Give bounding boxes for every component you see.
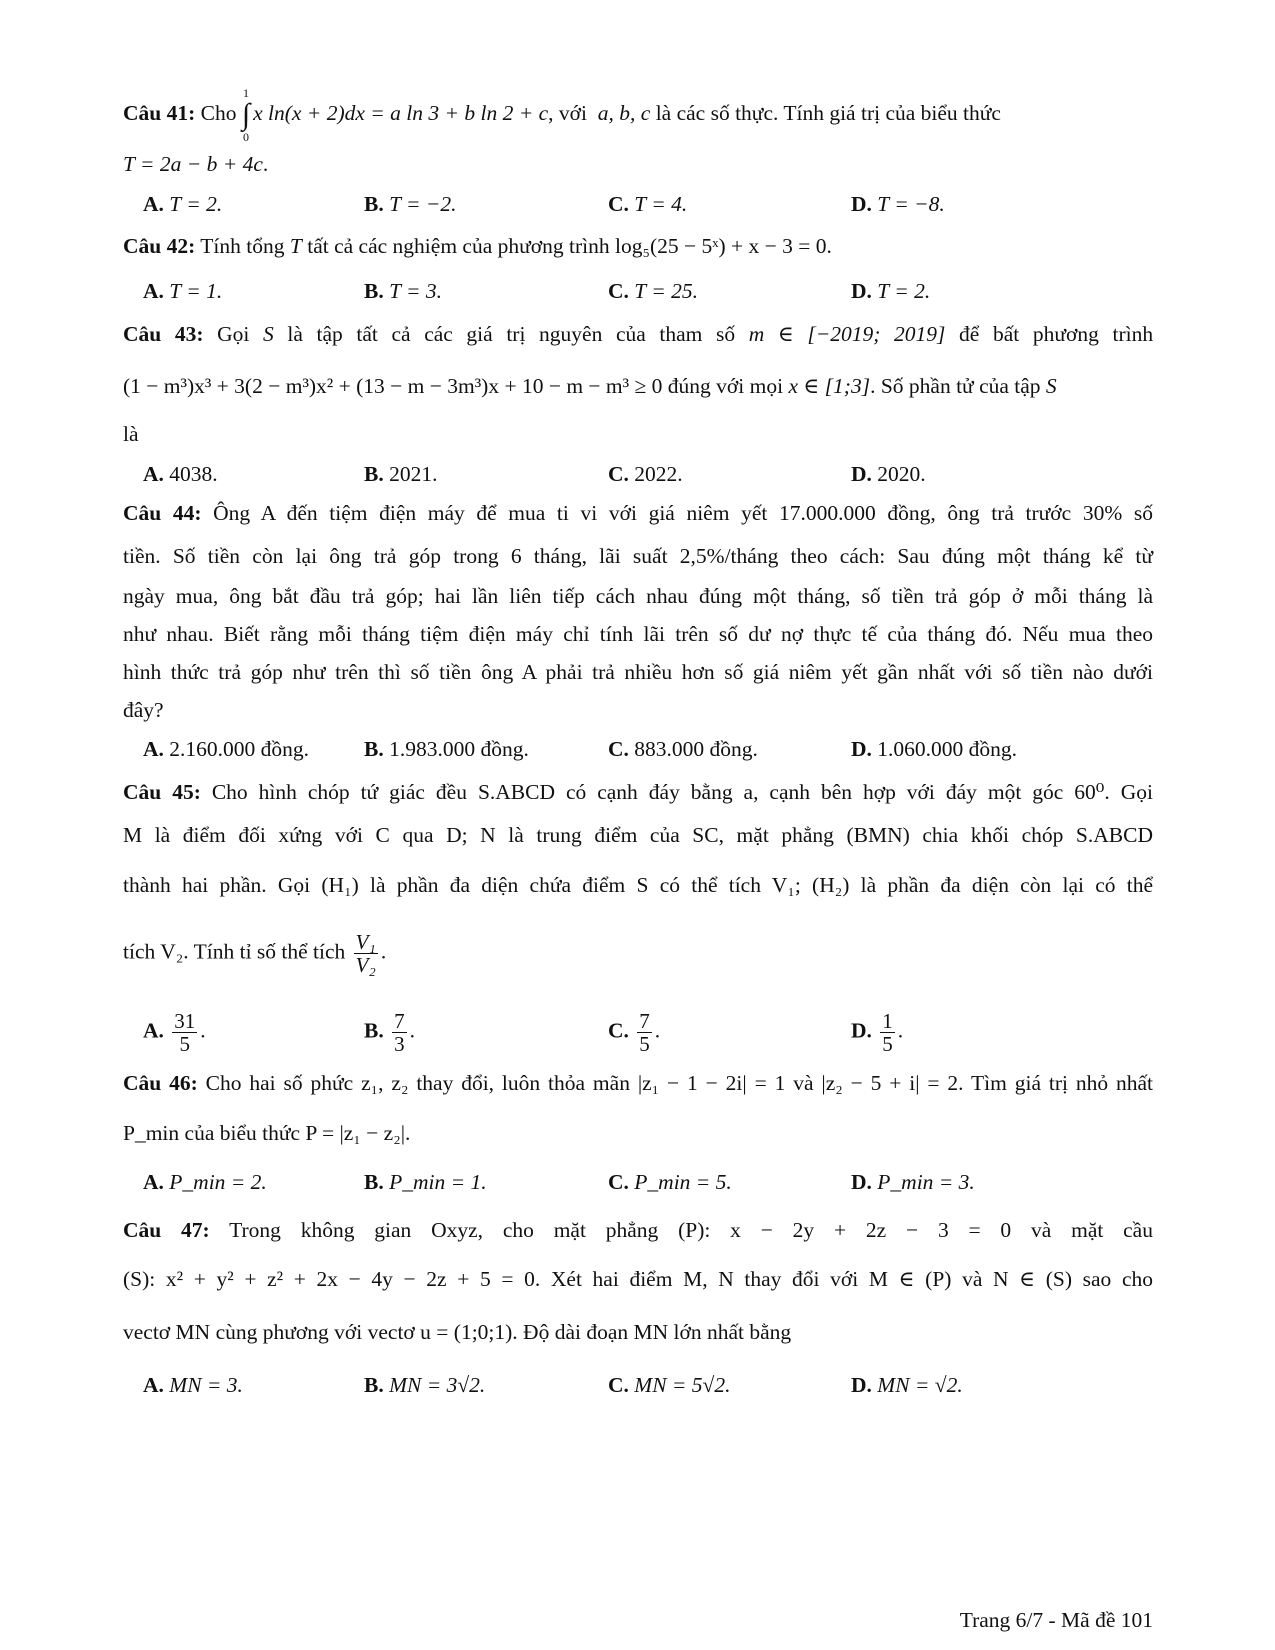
q42-option-c[interactable]: C. T = 25. (608, 279, 698, 303)
q47-option-a[interactable]: A. MN = 3. (143, 1373, 243, 1397)
q45-line-2: M là điểm đối xứng với C qua D; N là trung điểm của SC, mặt phẳng (BMN) chia khối chóp S.ABCD (123, 823, 1153, 847)
q43-option-a[interactable]: A. 4038. (143, 462, 218, 486)
q44-option-c[interactable]: C. 883.000 đồng. (608, 737, 758, 761)
q46-option-d[interactable]: D. P_min = 3. (851, 1170, 975, 1194)
q45-option-d[interactable]: D. $\frac{1}{5}$ . (851, 1009, 904, 1056)
q45-line-1: Câu 45: Cho hình chóp tứ giác đều S.ABCD có cạnh đáy bằng a, cạnh bên hợp với đáy một góc 60⁰. Gọi (123, 780, 1153, 804)
q47-line-2: (S): x² + y² + z² + 2x − 4y − 2z + 5 = 0. Xét hai điểm M, N thay đổi với M ∈ (P) và N ∈ (S) sao cho (123, 1267, 1153, 1291)
q41-option-d[interactable]: D. T = −8. (851, 192, 945, 216)
q46-line-2: P_min của biểu thức P = |z₁ − z₂|. (123, 1121, 411, 1145)
q46-option-a[interactable]: A. P_min = 2. (143, 1170, 267, 1194)
q45-line-3: thành hai phần. Gọi (H₁) là phần đa diện chứa điểm S có thể tích V₁; (H₂) là phần đa diện còn lại có thể (123, 873, 1153, 897)
q44-line-4: như nhau. Biết rằng mỗi tháng tiệm điện máy chỉ tính lãi trên số dư nợ thực tế của tháng đó. Nếu mua theo (123, 622, 1153, 646)
q47-line-1: Câu 47: Trong không gian Oxyz, cho mặt phẳng (P): x − 2y + 2z − 3 = 0 và mặt cầu (123, 1218, 1153, 1242)
q43-option-b[interactable]: B. 2021. (364, 462, 438, 486)
q41-label: Câu 41: (123, 100, 196, 125)
q42-option-a[interactable]: A. T = 1. (143, 279, 223, 303)
q43-option-c[interactable]: C. 2022. (608, 462, 683, 486)
q41-line-1: Câu 41: Cho 1 ∫ 0 x ln(x + 2)dx = a ln 3 + b ln 2 + c, với a, b, c là các số thực. Tính giá trị của biểu thức (123, 86, 1001, 144)
volume-ratio: $\frac{\text{V₁}}{\text{V₂}}$ (355, 930, 376, 977)
q44-line-2: tiền. Số tiền còn lại ông trả góp trong 6 tháng, lãi suất 2,5%/tháng theo cách: Sau đúng một tháng kể từ (123, 544, 1153, 568)
q41-option-b[interactable]: B. T = −2. (364, 192, 457, 216)
q43-line-2: (1 − m³)x³ + 3(2 − m³)x² + (13 − m − 3m³)x + 10 − m − m³ ≥ 0 đúng với mọi x ∈ [1;3]. Số phần tử của tập S (123, 374, 1057, 398)
q44-option-d[interactable]: D. 1.060.000 đồng. (851, 737, 1018, 761)
q47-option-c[interactable]: C. MN = 5√2. (608, 1373, 731, 1397)
q45-option-a[interactable]: A. $\frac{31}{5}$ . (143, 1009, 206, 1056)
page-footer: Trang 6/7 - Mã đề 101 (959, 1608, 1153, 1632)
q45-option-c[interactable]: C. $\frac{7}{5}$ . (608, 1009, 661, 1056)
q47-option-d[interactable]: D. MN = √2. (851, 1373, 963, 1397)
q47-option-b[interactable]: B. MN = 3√2. (364, 1373, 486, 1397)
q41-option-a[interactable]: A. T = 2. (143, 192, 223, 216)
q47-line-3: vectơ MN cùng phương với vectơ u = (1;0;1). Độ dài đoạn MN lớn nhất bằng (123, 1320, 792, 1344)
q44-line-6: đây? (123, 698, 164, 722)
q42-line-1: Câu 42: Tính tổng T tất cả các nghiệm của phương trình log₅(25 − 5ˣ) + x − 3 = 0. (123, 234, 832, 258)
q45-line-4: tích V₂. Tính tỉ số thể tích $\frac{\text{V₁}}{\text{V₂}}$ . (123, 930, 387, 977)
integral-sign: 1 ∫ 0 (241, 86, 251, 144)
q44-option-a[interactable]: A. 2.160.000 đồng. (143, 737, 310, 761)
q46-option-b[interactable]: B. P_min = 1. (364, 1170, 487, 1194)
q45-option-b[interactable]: B. $\frac{7}{3}$ . (364, 1009, 415, 1056)
q42-option-b[interactable]: B. T = 3. (364, 279, 443, 303)
q46-option-c[interactable]: C. P_min = 5. (608, 1170, 732, 1194)
q41-option-c[interactable]: C. T = 4. (608, 192, 688, 216)
q44-line-3: ngày mua, ông bắt đầu trả góp; hai lần liên tiếp cách nhau đúng một tháng, số tiền trả góp ở mỗi tháng là (123, 584, 1153, 608)
q42-option-d[interactable]: D. T = 2. (851, 279, 931, 303)
q44-line-5: hình thức trả góp như trên thì số tiền ông A phải trả nhiều hơn số giá niêm yết gần nhất với số tiền nào dưới (123, 660, 1153, 684)
q44-line-1: Câu 44: Ông A đến tiệm điện máy để mua ti vi với giá niêm yết 17.000.000 đồng, ông trả trước 30% số (123, 501, 1153, 525)
q46-line-1: Câu 46: Cho hai số phức z₁, z₂ thay đổi, luôn thỏa mãn |z₁ − 1 − 2i| = 1 và |z₂ − 5 + i| = 2. Tìm giá trị nhỏ nhất (123, 1071, 1154, 1095)
q44-option-b[interactable]: B. 1.983.000 đồng. (364, 737, 529, 761)
q43-line-3: là (123, 422, 139, 446)
q43-line-1: Câu 43: Gọi S là tập tất cả các giá trị nguyên của tham số m ∈ [−2019; 2019] để bất phương trình (123, 322, 1154, 346)
q41-line-2: T = 2a − b + 4c. (123, 152, 269, 176)
q43-option-d[interactable]: D. 2020. (851, 462, 926, 486)
